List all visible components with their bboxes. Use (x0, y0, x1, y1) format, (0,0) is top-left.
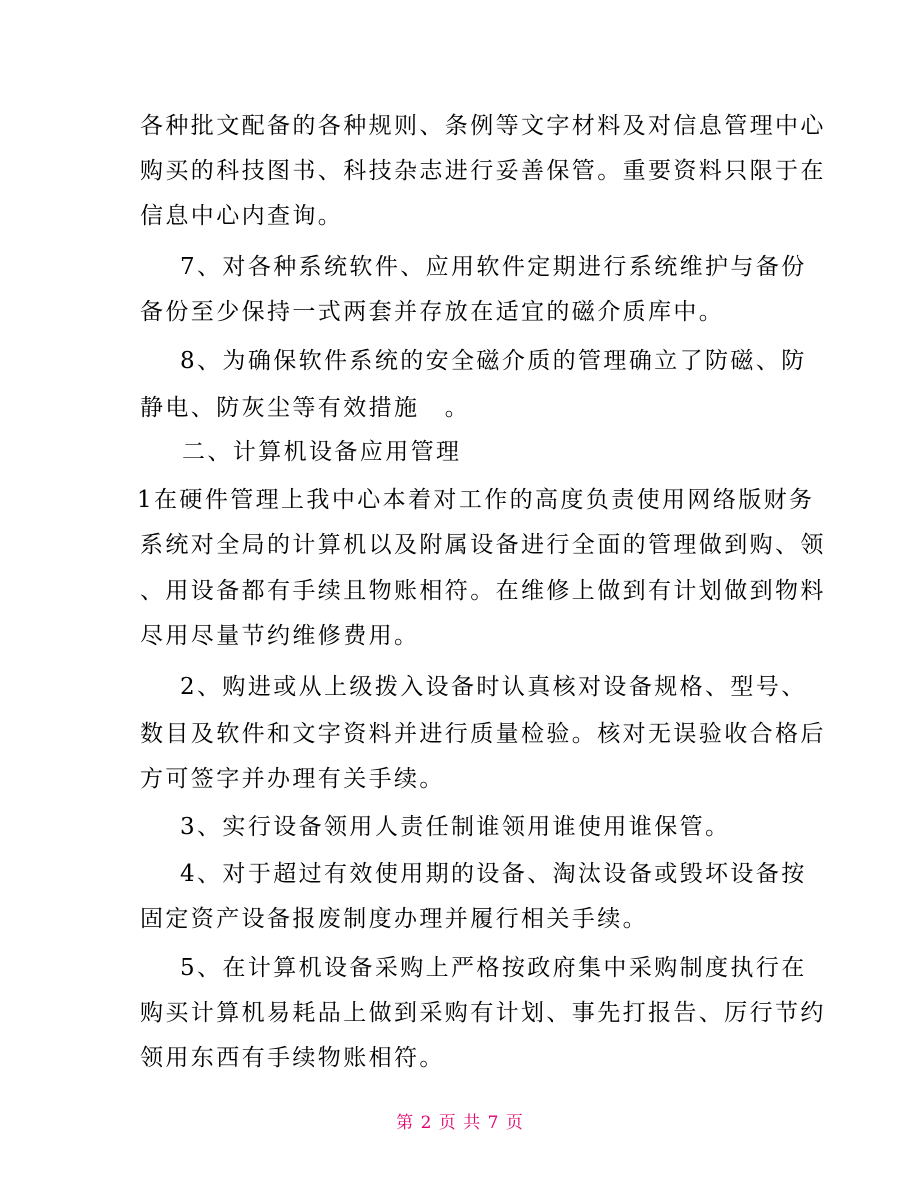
text-line-1: 各种批文配备的各种规则、条例等文字材料及对信息管理中心 (140, 113, 826, 139)
paragraph-1-line-3: 、用设备都有手续且物账相符。在维修上做到有计划做到物料 (140, 578, 826, 604)
page-number-footer: 第 2 页 共 7 页 (396, 1113, 524, 1133)
paragraph-1-line-2: 系统对全局的计算机以及附属设备进行全面的管理做到购、领 (140, 532, 826, 558)
text-line-2: 购买的科技图书、科技杂志进行妥善保管。重要资料只限于在 (140, 158, 826, 184)
text-line-3: 信息中心内查询。 (140, 203, 344, 229)
paragraph-8-line-1: 8、为确保软件系统的安全磁介质的管理确立了防磁、防 (180, 348, 807, 374)
paragraph-5-line-3: 领用东西有手续物账相符。 (140, 1045, 445, 1071)
paragraph-2-line-1: 2、购进或从上级拨入设备时认真核对设备规格、型号、 (180, 674, 807, 700)
paragraph-7-line-2: 备份至少保持一式两套并存放在适宜的磁介质库中。 (140, 299, 725, 325)
section-heading: 二、计算机设备应用管理 (182, 439, 462, 465)
paragraph-3-line-1: 3、实行设备领用人责任制谁领用谁使用谁保管。 (180, 814, 731, 840)
paragraph-2-line-3: 方可签字并办理有关手续。 (140, 766, 445, 792)
paragraph-1-line-4: 尽用尽量节约维修费用。 (140, 623, 420, 649)
paragraph-4-line-2: 固定资产设备报废制度办理并履行相关手续。 (140, 906, 648, 932)
paragraph-5-line-1: 5、在计算机设备采购上严格按政府集中采购制度执行在 (180, 955, 807, 981)
paragraph-2-line-2: 数目及软件和文字资料并进行质量检验。核对无误验收合格后 (140, 721, 826, 747)
paragraph-5-line-2: 购买计算机易耗品上做到采购有计划、事先打报告、厉行节约 (140, 1000, 826, 1026)
paragraph-7-line-1: 7、对各种系统软件、应用软件定期进行系统维护与备份 (180, 254, 807, 280)
paragraph-1-line-1: 1在硬件管理上我中心本着对工作的高度负责使用网络版财务 (137, 487, 815, 513)
paragraph-8-line-2: 静电、防灰尘等有效措施 。 (140, 395, 471, 421)
paragraph-4-line-1: 4、对于超过有效使用期的设备、淘汰设备或毁坏设备按 (180, 861, 807, 887)
